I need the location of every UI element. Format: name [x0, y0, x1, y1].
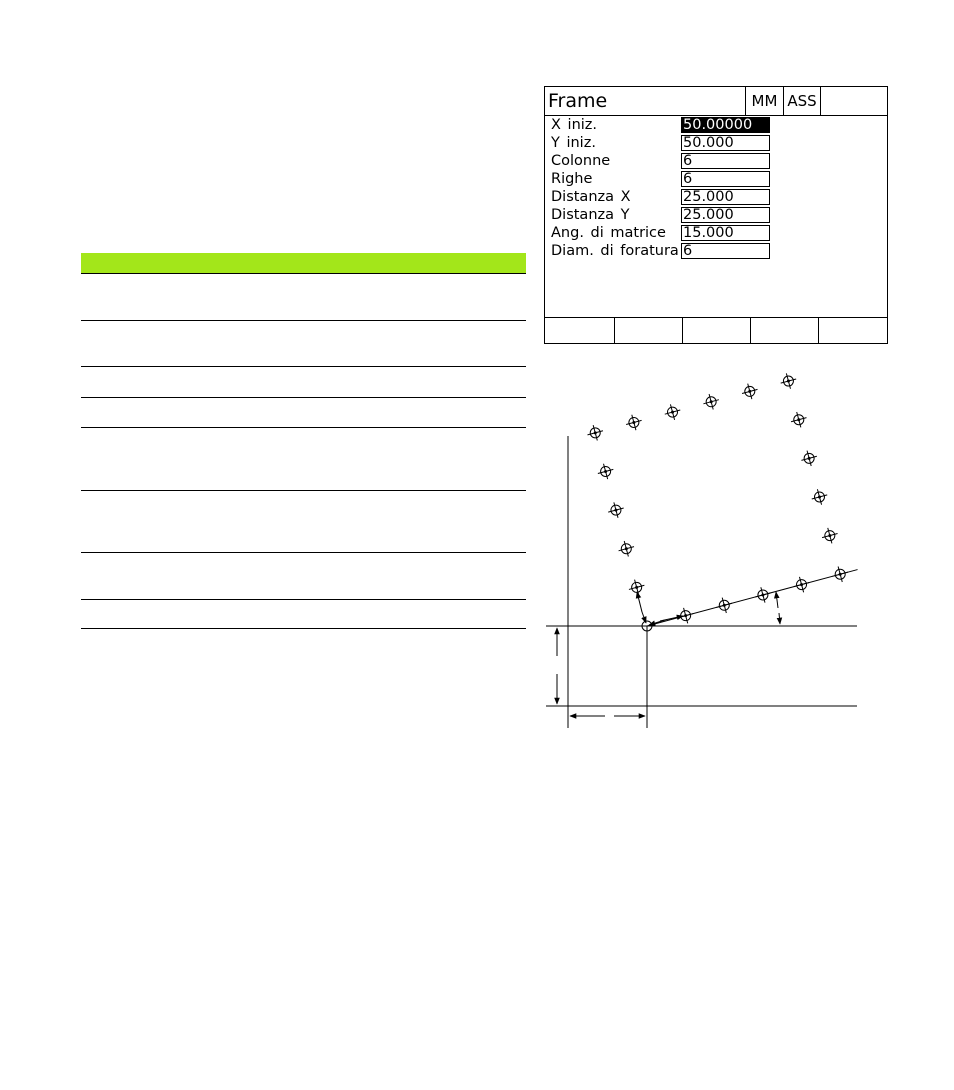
field-label: Diam. di foratura: [551, 243, 679, 259]
angle-dimension-arrow: [776, 592, 778, 608]
field-label: X iniz.: [551, 117, 598, 133]
field-value-input[interactable]: 6: [681, 171, 770, 187]
field-value-input[interactable]: 50.000: [681, 135, 770, 151]
hole-symbol: [626, 415, 641, 430]
units-indicator: MM: [745, 87, 783, 115]
hole-symbol: [755, 587, 770, 602]
hole-symbol: [812, 489, 827, 504]
hole-symbol: [703, 394, 718, 409]
hole-symbol: [781, 373, 796, 388]
field-label: Y iniz.: [551, 135, 596, 151]
hole-symbol: [822, 528, 837, 543]
field-label: Distanza X: [551, 189, 631, 205]
hole-symbol: [832, 567, 847, 582]
hole-symbol: [619, 541, 634, 556]
angle-dimension-arrow: [779, 613, 780, 624]
field-label: Distanza Y: [551, 207, 630, 223]
field-value-input[interactable]: 15.000: [681, 225, 770, 241]
field-label: Colonne: [551, 153, 611, 169]
field-value-input[interactable]: 6: [681, 243, 770, 259]
hole-symbol: [588, 425, 603, 440]
hole-symbol: [665, 404, 680, 419]
screen-title: Frame: [548, 90, 608, 112]
y-spacing-arrow: [637, 592, 642, 612]
field-label: Ang. di matrice: [551, 225, 666, 241]
hole-symbol: [742, 384, 757, 399]
field-value-input[interactable]: 25.000: [681, 189, 770, 205]
hole-symbol: [801, 451, 816, 466]
mode-indicator: ASS: [783, 87, 820, 115]
hole-symbol: [794, 577, 809, 592]
field-value-input[interactable]: 6: [681, 153, 770, 169]
hole-symbol: [598, 464, 613, 479]
hole-symbol: [791, 412, 806, 427]
field-value-input[interactable]: 25.000: [681, 207, 770, 223]
hole-symbol: [629, 580, 644, 595]
field-value-input[interactable]: 50.00000: [681, 117, 770, 133]
hole-symbol: [608, 502, 623, 517]
field-label: Righe: [551, 171, 593, 187]
hole-symbol: [717, 598, 732, 613]
hole-symbol: [678, 608, 693, 623]
